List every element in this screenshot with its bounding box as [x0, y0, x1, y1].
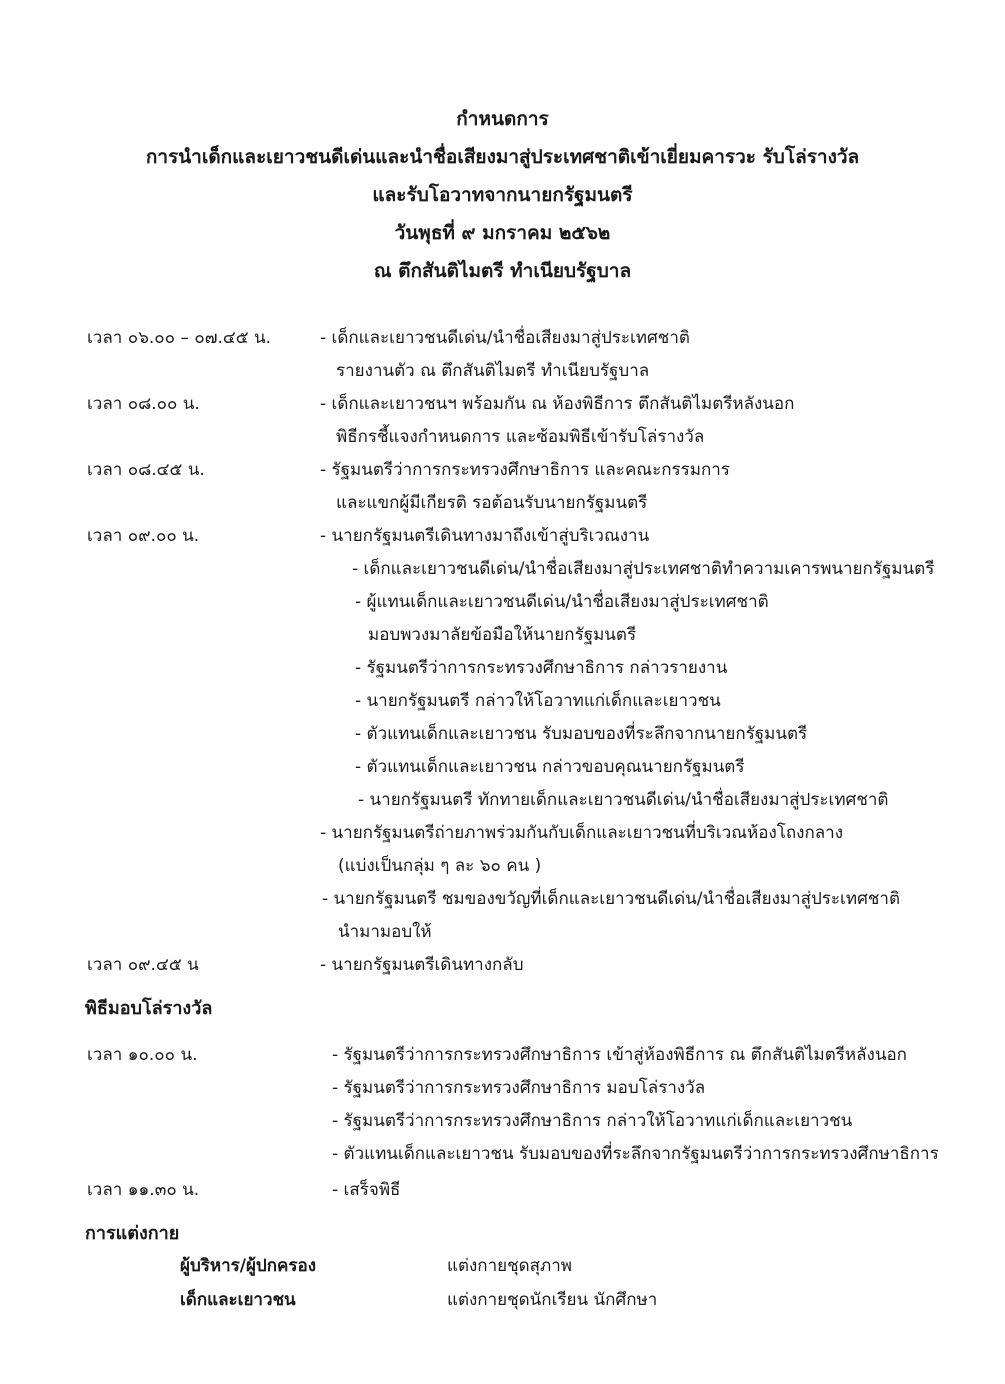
time-label: เวลา ๐๘.๐๐ น. [87, 394, 200, 414]
dress-role: ผู้บริหาร/ผู้ปกครอง [180, 1256, 317, 1276]
schedule-item: - รัฐมนตรีว่าการกระทรวงศึกษาธิการ และคณะกรรมการ [320, 460, 730, 480]
schedule-subitem: - นายกรัฐมนตรี ทักทายเด็กและเยาวชนดีเด่น/นำชื่อเสียงมาสู่ประเทศชาติ [358, 790, 889, 810]
schedule-item: - นายกรัฐมนตรีเดินทางกลับ [320, 955, 524, 975]
header-subject-cont: และรับโอวาทจากนายกรัฐมนตรี [372, 184, 633, 206]
schedule-item-cont: รายงานตัว ณ ตึกสันติไมตรี ทำเนียบรัฐบาล [336, 361, 650, 381]
schedule-subitem: - รัฐมนตรีว่าการกระทรวงศึกษาธิการ กล่าวรายงาน [355, 658, 728, 678]
schedule-item: - เด็กและเยาวชนฯ พร้อมกัน ณ ห้องพิธีการ ตึกสันติไมตรีหลังนอก [320, 394, 795, 414]
schedule-item-cont: พิธีกรชี้แจงกำหนดการ และซ้อมพิธีเข้ารับโล่รางวัล [336, 427, 705, 447]
dress-value: แต่งกายชุดนักเรียน นักศึกษา [447, 1290, 658, 1310]
schedule-item: - รัฐมนตรีว่าการกระทรวงศึกษาธิการ กล่าวให้โอวาทแก่เด็กและเยาวชน [332, 1111, 853, 1131]
schedule-subitem: - ตัวแทนเด็กและเยาวชน รับมอบของที่ระลึกจากนายกรัฐมนตรี [355, 724, 808, 744]
schedule-subitem: - นายกรัฐมนตรี กล่าวให้โอวาทแก่เด็กและเยาวชน [355, 691, 721, 711]
header-subject: การนำเด็กและเยาวชนดีเด่นและนำชื่อเสียงมาสู่ประเทศชาติเข้าเยี่ยมคารวะ รับโล่รางวัล [145, 146, 860, 168]
header-title: กำหนดการ [456, 108, 549, 130]
dress-role: เด็กและเยาวชน [180, 1290, 296, 1310]
schedule-item-cont: (แบ่งเป็นกลุ่ม ๆ ละ ๖๐ คน ) [338, 856, 542, 876]
header-venue: ณ ตึกสันติไมตรี ทำเนียบรัฐบาล [373, 260, 632, 282]
time-label: เวลา ๐๙.๐๐ น. [87, 526, 200, 546]
schedule-subitem: - ตัวแทนเด็กและเยาวชน กล่าวขอบคุณนายกรัฐมนตรี [355, 757, 745, 777]
schedule-subitem: - เด็กและเยาวชนดีเด่น/นำชื่อเสียงมาสู่ประเทศชาติทำความเคารพนายกรัฐมนตรี [352, 559, 935, 579]
dress-value: แต่งกายชุดสุภาพ [447, 1256, 573, 1276]
schedule-item: - ตัวแทนเด็กและเยาวชน รับมอบของที่ระลึกจากรัฐมนตรีว่าการกระทรวงศึกษาธิการ [332, 1144, 939, 1164]
document-header [0, 100, 1005, 290]
schedule-item: - นายกรัฐมนตรีเดินทางมาถึงเข้าสู่บริเวณงาน [320, 526, 650, 546]
schedule-item: - เสร็จพิธี [332, 1180, 401, 1200]
schedule-item: - เด็กและเยาวชนดีเด่น/นำชื่อเสียงมาสู่ประเทศชาติ [320, 328, 690, 348]
header-date: วันพุธที่ ๙ มกราคม ๒๕๖๒ [394, 222, 611, 244]
section-title-ceremony: พิธีมอบโล่รางวัล [85, 998, 213, 1019]
schedule-subitem: - ผู้แทนเด็กและเยาวชนดีเด่น/นำชื่อเสียงมาสู่ประเทศชาติ [355, 592, 769, 612]
schedule-item: - นายกรัฐมนตรีถ่ายภาพร่วมกันกับเด็กและเยาวชนที่บริเวณห้องโถงกลาง [320, 823, 844, 843]
time-label: เวลา ๑๐.๐๐ น. [87, 1045, 198, 1065]
schedule-item-cont: นำมามอบให้ [338, 922, 432, 942]
section-title-dress: การแต่งกาย [85, 1223, 180, 1244]
time-label: เวลา ๐๘.๔๕ น. [87, 460, 205, 480]
schedule-item: - นายกรัฐมนตรี ชมของขวัญที่เด็กและเยาวชนดีเด่น/นำชื่อเสียงมาสู่ประเทศชาติ [322, 889, 900, 909]
schedule-item: - รัฐมนตรีว่าการกระทรวงศึกษาธิการ เข้าสู่ห้องพิธีการ ณ ตึกสันติไมตรีหลังนอก [332, 1045, 907, 1065]
time-label: เวลา ๐๖.๐๐ – ๐๗.๔๕ น. [87, 328, 272, 348]
schedule-item-cont: และแขกผู้มีเกียรติ รอต้อนรับนายกรัฐมนตรี [336, 493, 648, 513]
time-label: เวลา ๐๙.๔๕ น [87, 955, 199, 975]
schedule-item: - รัฐมนตรีว่าการกระทรวงศึกษาธิการ มอบโล่รางวัล [332, 1078, 706, 1098]
time-label: เวลา ๑๑.๓๐ น. [87, 1180, 200, 1200]
schedule-subitem-cont: มอบพวงมาลัยข้อมือให้นายกรัฐมนตรี [368, 625, 637, 645]
